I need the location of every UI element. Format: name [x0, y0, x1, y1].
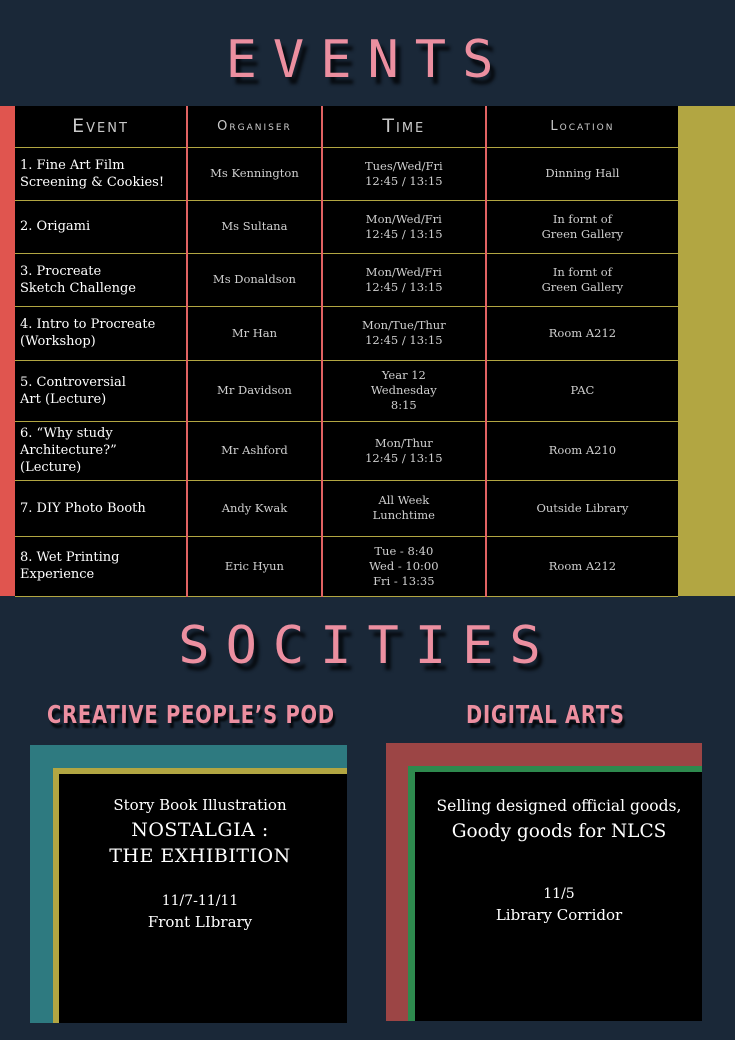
cell-line: All Week: [378, 493, 430, 507]
event-name-cell: [15, 147, 187, 200]
location-cell: [486, 421, 678, 480]
society-left-date: 11/7-11/11: [161, 893, 239, 909]
header-organiser: Organiser: [187, 106, 322, 147]
cell-line: 12:45 / 13:15: [365, 173, 443, 188]
location-cell: [486, 536, 678, 596]
header-location: Location: [486, 106, 678, 147]
time-cell: [322, 147, 486, 200]
cell-line: In fornt of: [552, 211, 612, 226]
cell-line: 12:45 / 13:15: [365, 333, 443, 347]
right-accent-bar: [678, 106, 735, 596]
society-left-place: Front LIbrary: [147, 913, 253, 931]
organiser-cell: Mr Davidson: [187, 360, 322, 421]
events-title: EVENTS: [225, 30, 510, 90]
organiser-cell: Eric Hyun: [187, 536, 322, 596]
society-right-card: [386, 743, 702, 1021]
left-accent-bar: [0, 106, 15, 596]
cell-line: Screening & Cookies!: [20, 174, 165, 190]
cell-line: 2. Origami: [20, 219, 91, 234]
cell-line: Room A212: [548, 558, 617, 573]
location-cell: [486, 480, 678, 536]
time-cell: [322, 200, 486, 253]
table-row: [15, 480, 678, 536]
cell-line: Room A210: [548, 443, 617, 457]
time-cell: [322, 360, 486, 421]
organiser-cell: Mr Ashford: [187, 421, 322, 480]
cell-line: Outside Library: [536, 500, 629, 515]
cell-line: Tues/Wed/Fri: [364, 158, 443, 173]
location-cell: [486, 360, 678, 421]
cell-line: 6. “Why study: [20, 426, 113, 441]
societies-title: SOCITIES: [178, 616, 557, 676]
event-name-cell: [15, 360, 187, 421]
location-cell: [486, 253, 678, 306]
society-left-name: CREATIVE PEOPLE’S POD: [47, 700, 335, 729]
cell-line: 3. Procreate: [20, 263, 102, 279]
organiser-cell: Ms Kennington: [187, 147, 322, 200]
time-cell: [322, 306, 486, 360]
cell-line: Mon/Wed/Fri: [365, 264, 442, 279]
cell-line: Wed - 10:00: [369, 558, 439, 573]
cell-line: 12:45 / 13:15: [365, 226, 443, 241]
events-table: [15, 106, 678, 597]
event-name-cell: [15, 536, 187, 596]
society-right-name: DIGITAL ARTS: [466, 700, 625, 729]
header-event: Event: [15, 106, 187, 147]
event-name-cell: [15, 421, 187, 480]
cell-line: 1. Fine Art Film: [20, 157, 125, 173]
society-left-line1: Story Book Illustration: [113, 796, 287, 814]
cell-line: Tue - 8:40: [374, 543, 434, 558]
cell-line: Dinning Hall: [545, 166, 620, 180]
location-cell: [486, 147, 678, 200]
cell-line: 12:45 / 13:15: [365, 450, 443, 465]
time-cell: [322, 536, 486, 596]
header-time: Time: [322, 106, 486, 147]
cell-line: Art (Lecture): [20, 391, 107, 407]
cell-line: PAC: [570, 383, 595, 397]
event-name-cell: [15, 200, 187, 253]
cell-line: Fri - 13:35: [373, 573, 435, 588]
cell-line: 5. Controversial: [20, 374, 126, 390]
time-cell: [322, 480, 486, 536]
organiser-cell: Mr Han: [187, 306, 322, 360]
cell-line: Sketch Challenge: [20, 280, 136, 296]
society-left-line2: NOSTALGIA :: [131, 819, 269, 841]
cell-line: Mon/Thur: [374, 435, 433, 450]
cell-line: Wednesday: [370, 383, 437, 397]
cell-line: Green Gallery: [541, 226, 624, 241]
society-right-line1: Selling designed official goods,: [436, 797, 682, 815]
cell-line: Mon/Wed/Fri: [365, 211, 442, 226]
cell-line: 8. Wet Printing: [20, 550, 120, 565]
time-cell: [322, 253, 486, 306]
table-header-row: [15, 106, 678, 147]
society-left-card: [30, 745, 347, 1023]
society-right-date: 11/5: [543, 886, 575, 902]
cell-line: 7. DIY Photo Booth: [20, 500, 146, 516]
cell-line: Experience: [20, 567, 95, 582]
cell-line: (Workshop): [20, 334, 96, 349]
table-row: [15, 536, 678, 596]
cell-line: Lunchtime: [372, 508, 435, 522]
organiser-cell: Ms Sultana: [187, 200, 322, 253]
cell-line: In fornt of: [552, 264, 612, 279]
cell-line: Year 12: [381, 368, 426, 382]
table-row: [15, 360, 678, 421]
cell-line: Room A212: [548, 325, 617, 340]
event-name-cell: [15, 306, 187, 360]
event-name-cell: [15, 480, 187, 536]
table-row: [15, 421, 678, 480]
time-cell: [322, 421, 486, 480]
cell-line: Green Gallery: [541, 279, 624, 294]
event-name-cell: [15, 253, 187, 306]
cell-line: 8:15: [390, 398, 417, 412]
organiser-cell: Ms Donaldson: [187, 253, 322, 306]
organiser-cell: Andy Kwak: [187, 480, 322, 536]
location-cell: [486, 306, 678, 360]
cell-line: Architecture?” (Lecture): [20, 443, 117, 475]
society-left-line3: THE EXHIBITION: [109, 845, 291, 867]
location-cell: [486, 200, 678, 253]
table-row: [15, 200, 678, 253]
society-right-place: Library Corridor: [495, 906, 623, 924]
cell-line: Mon/Tue/Thur: [361, 318, 446, 332]
table-row: [15, 253, 678, 306]
table-row: [15, 306, 678, 360]
society-right-line2: Goody goods for NLCS: [451, 821, 667, 842]
table-row: [15, 147, 678, 200]
cell-line: 4. Intro to Procreate: [20, 317, 156, 332]
cell-line: 12:45 / 13:15: [365, 279, 443, 294]
